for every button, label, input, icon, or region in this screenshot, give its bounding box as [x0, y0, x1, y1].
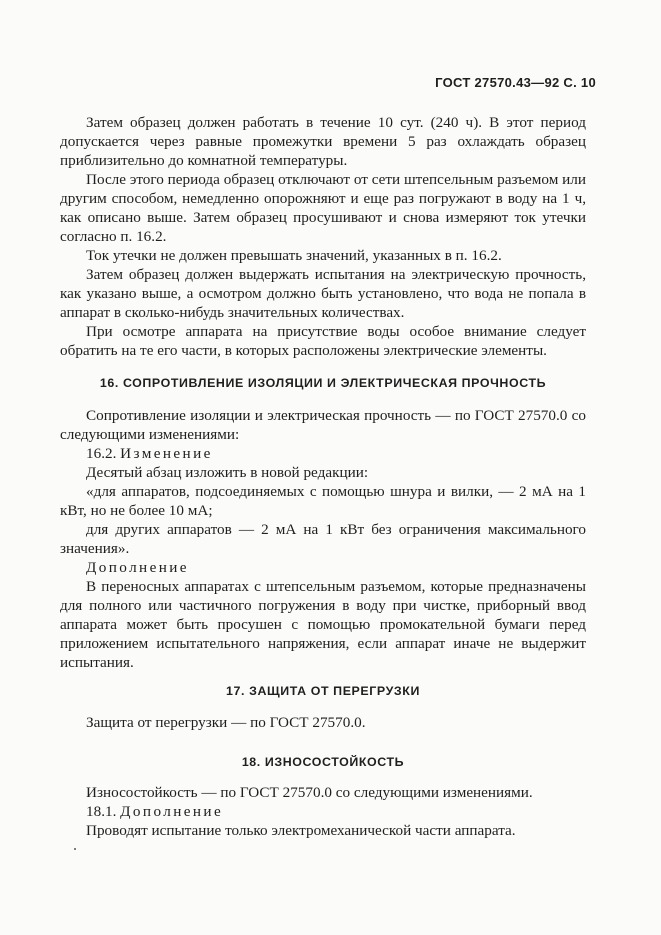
- clause-label: Дополнение: [120, 803, 224, 820]
- page-header: ГОСТ 27570.43—92 С. 10: [435, 75, 596, 90]
- paragraph: Проводят испытание только электромеханической части аппарата.: [86, 822, 516, 839]
- paragraph: Защита от перегрузки — по ГОСТ 27570.0.: [86, 714, 366, 731]
- paragraph: В переносных аппаратах с штепсельным разъемом, которые предназначены для полного или частичного погружения в воду при чистке, приборный ввод аппарата может быть просушен с помощью промокательной бумаги перед приложением испытательного напряжения, если аппарат иначе не выдержит испытания.: [60, 578, 586, 671]
- clause-label: Изменение: [120, 445, 213, 462]
- paragraph: Десятый абзац изложить в новой редакции:: [86, 464, 369, 481]
- paragraph: «для аппаратов, подсоединяемых с помощью шнура и вилки, — 2 мА на 1 кВт, но не более 10 мА;: [60, 483, 586, 519]
- paragraph: Затем образец должен работать в течение 10 сут. (240 ч). В этот период допускается через равные промежутки времени 5 раз охлаждать образец приблизительно до комнатной температуры.: [60, 114, 586, 169]
- section-heading-17: 17. ЗАЩИТА ОТ ПЕРЕГРУЗКИ: [226, 684, 420, 698]
- page-body: [60, 113, 586, 840]
- clause-line: [60, 558, 586, 577]
- paragraph: После этого периода образец отключают от сети штепсельным разъемом или другим способом, немедленно опорожняют и еще раз погружают в воду на 1 ч, как описано выше. Затем образец просушивают и снова измеряют ток утечки согласно п. 16.2.: [60, 171, 586, 245]
- clause-number: 16.2.: [86, 445, 117, 462]
- section-heading-16: 16. СОПРОТИВЛЕНИЕ ИЗОЛЯЦИИ И ЭЛЕКТРИЧЕСКАЯ ПРОЧНОСТЬ: [99, 376, 547, 390]
- paragraph: Ток утечки не должен превышать значений, указанных в п. 16.2.: [86, 247, 502, 264]
- clause-line: [60, 802, 586, 821]
- clause-label: Дополнение: [86, 559, 189, 576]
- paragraph: При осмотре аппарата на присутствие воды особое внимание следует обратить на те его части, в которых расположены электрические элементы.: [60, 323, 586, 359]
- section-heading-18: 18. ИЗНОСОСТОЙКОСТЬ: [241, 755, 405, 769]
- paragraph: Износостойкость — по ГОСТ 27570.0 со следующими изменениями.: [86, 784, 533, 801]
- clause-line: [60, 444, 586, 463]
- paragraph: для других аппаратов — 2 мА на 1 кВт без ограничения максимального значения».: [60, 521, 586, 557]
- paragraph: Сопротивление изоляции и электрическая прочность — по ГОСТ 27570.0 со следующими изменениями:: [60, 407, 586, 443]
- clause-number: 18.1.: [86, 803, 117, 820]
- ink-speck: [74, 848, 76, 850]
- paragraph: Затем образец должен выдержать испытания на электрическую прочность, как указано выше, а осмотром должно быть установлено, что вода не попала в аппарат в сколько-нибудь значительных количествах.: [60, 266, 586, 321]
